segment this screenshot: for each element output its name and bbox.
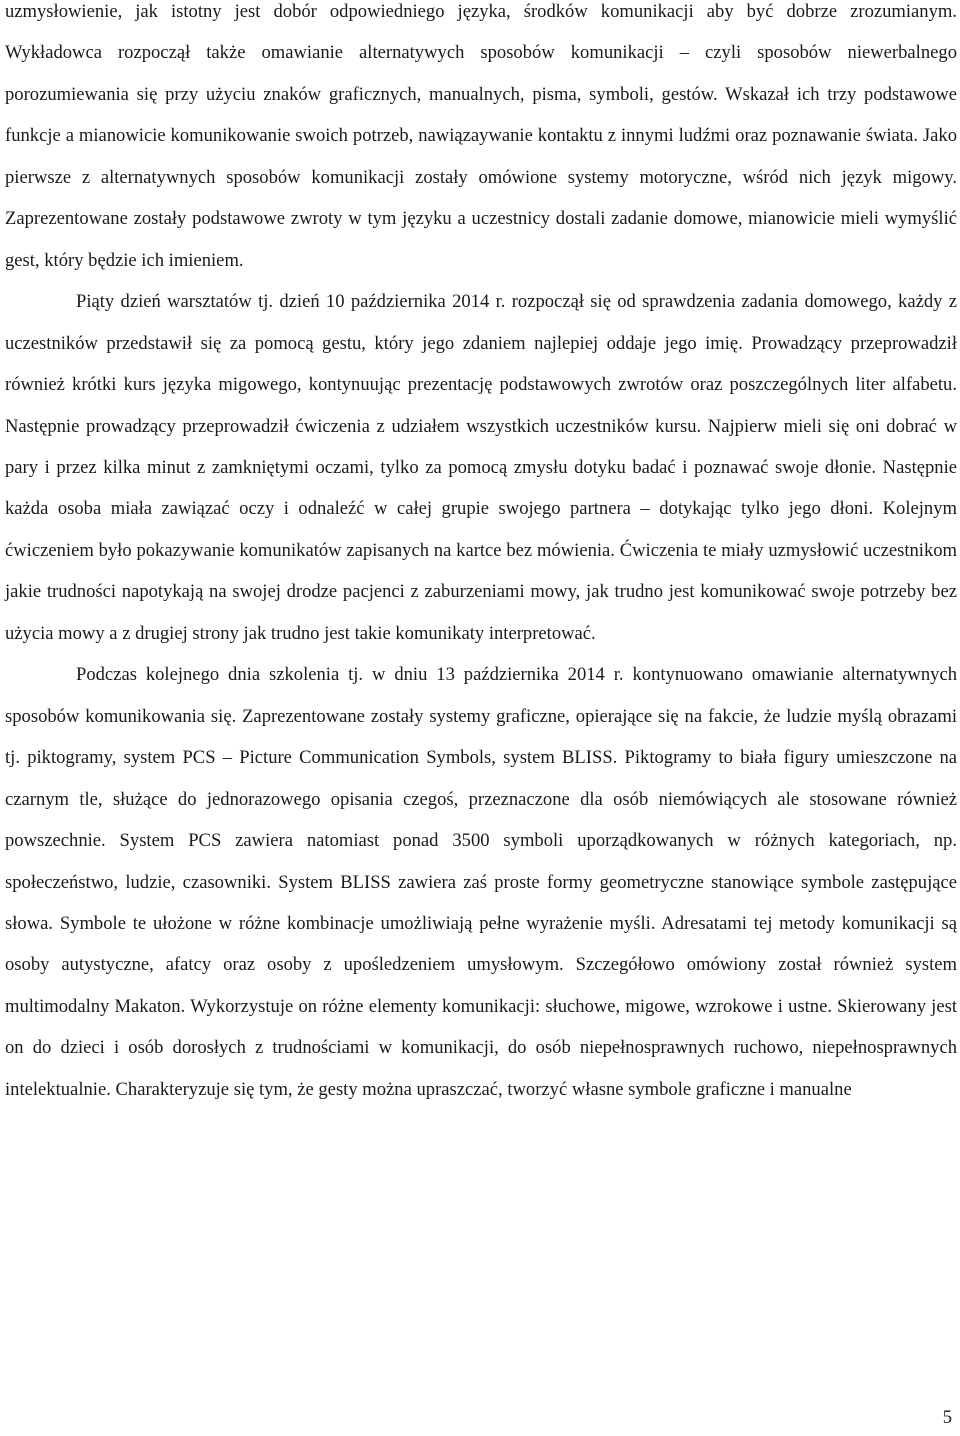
document-page — [5, 0, 957, 1110]
body-paragraph-3: Podczas kolejnego dnia szkolenia tj. w dniu 13 października 2014 r. kontynuowano omawianie alternatywnych sposobów komunikowania się. Zaprezentowane zostały systemy graficzne, opierające się na fakcie, że ludzie myślą obrazami tj. piktogramy, system PCS – Picture Communication Symbols, system BLISS. Piktogramy to biała figury umieszczone na czarnym tle, służące do jednorazowego opisania czegoś, przeznaczone dla osób niemówiących ale stosowane również powszechnie. System PCS zawiera natomiast ponad 3500 symboli uporządkowanych w różnych kategoriach, np. społeczeństwo, ludzie, czasowniki. System BLISS zawiera zaś proste formy geometryczne stanowiące symbole zastępujące słowa. Symbole te ułożone w różne kombinacje umożliwiają pełne wyrażenie myśli. Adresatami tej metody komunikacji są osoby autystyczne, afatcy oraz osoby z upośledzeniem umysłowym. Szczegółowo omówiony został również system multimodalny Makaton. Wykorzystuje on różne elementy komunikacji: słuchowe, migowe, wzrokowe i ustne. Skierowany jest on do dzieci i osób dorosłych z trudnościami w komunikacji, do osób niepełnosprawnych ruchowo, niepełnosprawnych intelektualnie. Charakteryzuje się tym, że gesty można upraszczać, tworzyć własne symbole graficzne i manualne — [5, 664, 957, 1100]
body-paragraph-2: Piąty dzień warsztatów tj. dzień 10 października 2014 r. rozpoczął się od sprawdzenia zadania domowego, każdy z uczestników przedstawił się za pomocą gestu, który jego zdaniem najlepiej oddaje jego imię. Prowadzący przeprowadził również krótki kurs języka migowego, kontynuując prezentację podstawowych zwrotów oraz poszczególnych liter alfabetu. Następnie prowadzący przeprowadził ćwiczenia z udziałem wszystkich uczestników kursu. Najpierw mieli się oni dobrać w pary i przez kilka minut z zamkniętymi oczami, tylko za pomocą zmysłu dotyku badać i poznawać swoje dłonie. Następnie każda osoba miała zawiązać oczy i odnaleźć w całej grupie swojego partnera – dotykając tylko jego dłoni. Kolejnym ćwiczeniem było pokazywanie komunikatów zapisanych na kartce bez mówienia. Ćwiczenia te miały uzmysłowić uczestnikom jakie trudności napotykają na swojej drodze pacjenci z zaburzeniami mowy, jak trudno jest komunikować swoje potrzeby bez użycia mowy a z drugiej strony jak trudno jest takie komunikaty interpretować. — [5, 291, 957, 644]
page-number: 5 — [942, 1407, 952, 1428]
body-paragraph-1: uzmysłowienie, jak istotny jest dobór odpowiedniego języka, środków komunikacji aby być dobrze zrozumianym. Wykładowca rozpoczął także omawianie alternatywych sposobów komunikacji – czyli sposobów niewerbalnego porozumiewania się przy użyciu znaków graficznych, manualnych, pisma, symboli, gestów. Wskazał ich trzy podstawowe funkcje a mianowicie komunikowanie swoich potrzeb, nawiązaywanie kontaktu z innymi ludźmi oraz poznawanie świata. Jako pierwsze z alternatywnych sposobów komunikacji zostały omówione systemy motoryczne, wśród nich język migowy. Zaprezentowane zostały podstawowe zwroty w tym języku a uczestnicy dostali zadanie domowe, mianowicie mieli wymyślić gest, który będzie ich imieniem. — [5, 1, 957, 271]
